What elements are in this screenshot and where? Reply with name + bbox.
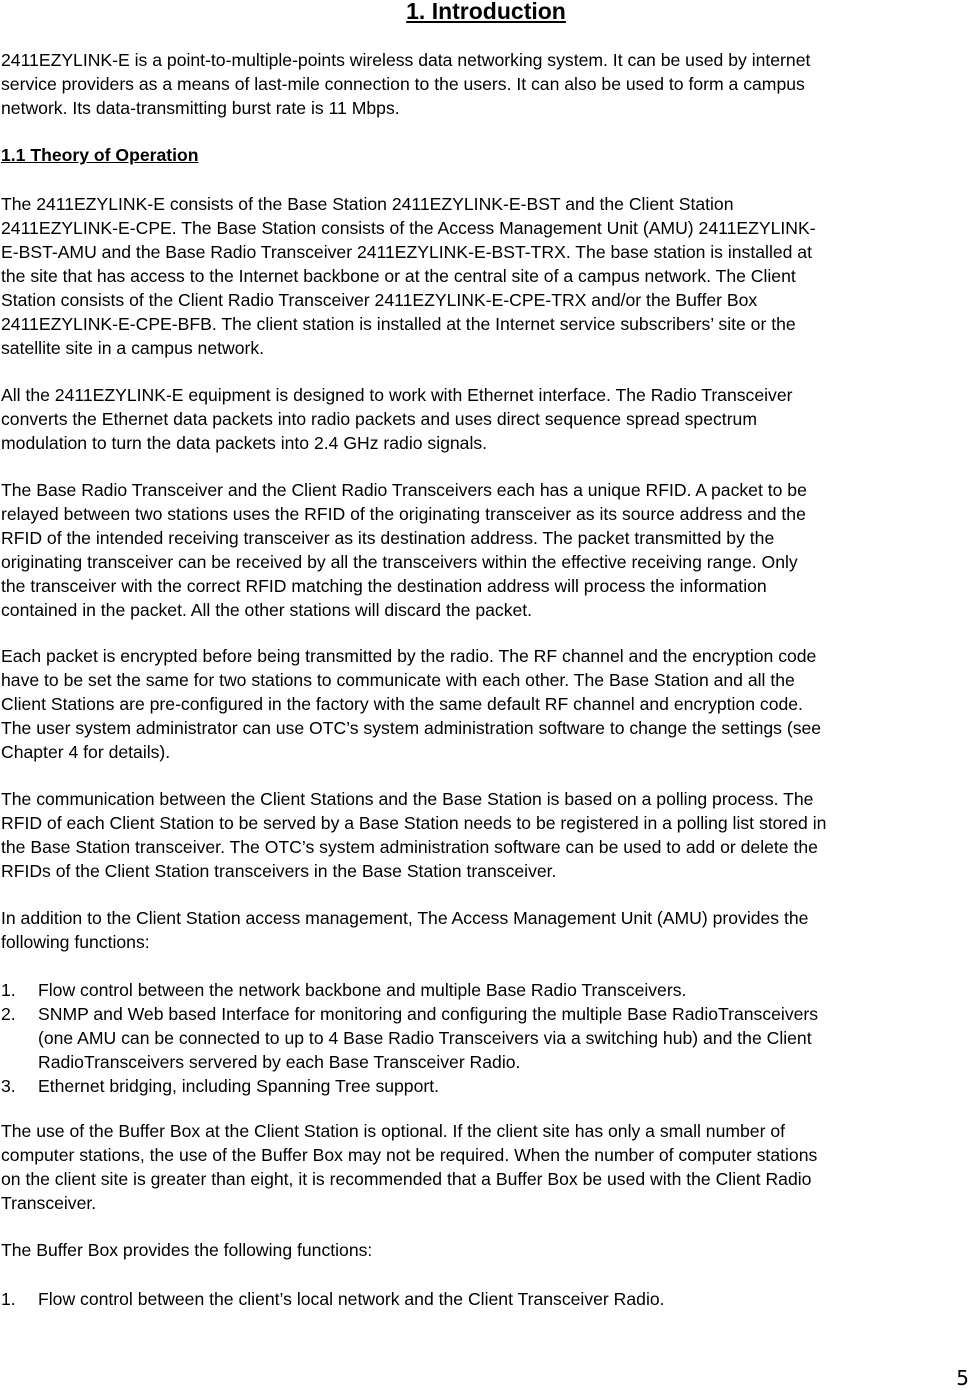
text-line: Flow control between the network backbone and multiple Base Radio Transceivers. [38,980,687,1000]
text-line: network. Its data-transmitting burst rate is 11 Mbps. [1,98,400,118]
list-item [1,1074,971,1098]
paragraph-buffer-box [1,1119,971,1215]
text-line: (one AMU can be connected to up to 4 Base Radio Transceivers via a switching hub) and the Client [38,1028,812,1048]
list-item [1,1002,971,1074]
text-line: RFID of each Client Station to be served by a Base Station needs to be registered in a polling list stored in [1,813,827,833]
list-number: 1. [1,1289,16,1309]
text-line: In addition to the Client Station access management, The Access Management Unit (AMU) provides the [1,908,809,928]
text-line: RadioTransceivers servered by each Base Transceiver Radio. [38,1052,521,1072]
paragraph-amu [1,906,971,954]
text-line: converts the Ethernet data packets into radio packets and uses direct sequence spread spectrum [1,409,757,429]
paragraph-polling [1,787,971,883]
text-line: The 2411EZYLINK-E consists of the Base Station 2411EZYLINK-E-BST and the Client Station [1,194,734,214]
page-title: 1. Introduction [406,0,566,24]
page-number: 5 [956,1366,969,1390]
text-line: The Buffer Box provides the following functions: [1,1240,373,1260]
paragraph-rfid [1,478,971,622]
text-line: The user system administrator can use OTC’s system administration software to change the settings (see [1,718,822,738]
paragraph-encryption [1,644,971,764]
text-line: RFID of the intended receiving transceiver as its destination address. The packet transmitted by the [1,528,775,548]
text-line: have to be set the same for two stations to communicate with each other. The Base Station and all the [1,670,795,690]
text-line: 2411EZYLINK-E is a point-to-multiple-points wireless data networking system. It can be used by internet [1,50,811,70]
text-line: following functions: [1,932,150,952]
text-line: the transceiver with the correct RFID matching the destination address will process the information [1,576,767,596]
text-line: satellite site in a campus network. [1,338,265,358]
text-line: The communication between the Client Stations and the Base Station is based on a polling process. The [1,789,814,809]
text-line: SNMP and Web based Interface for monitoring and configuring the multiple Base RadioTransceivers [38,1004,819,1024]
text-line: originating transceiver can be received by all the transceivers within the effective receiving range. Only [1,552,798,572]
text-line: modulation to turn the data packets into 2.4 GHz radio signals. [1,433,488,453]
text-line: Flow control between the client’s local network and the Client Transceiver Radio. [38,1289,665,1309]
text-line: Station consists of the Client Radio Transceiver 2411EZYLINK-E-CPE-TRX and/or the Buffer Box [1,290,758,310]
text-line: Transceiver. [1,1193,97,1213]
text-line: 2411EZYLINK-E-CPE. The Base Station consists of the Access Management Unit (AMU) 2411EZYLINK- [1,218,816,238]
buffer-function-list [1,1287,971,1311]
list-item [1,978,971,1002]
list-number: 3. [1,1076,16,1096]
text-line: service providers as a means of last-mile connection to the users. It can also be used to form a campus [1,74,805,94]
amu-function-list [1,978,971,1098]
text-line: contained in the packet. All the other stations will discard the packet. [1,600,533,620]
text-line: All the 2411EZYLINK-E equipment is designed to work with Ethernet interface. The Radio Transceiver [1,385,793,405]
intro-paragraph [1,48,971,120]
text-line: 2411EZYLINK-E-CPE-BFB. The client station is installed at the Internet service subscribers’ site or the [1,314,796,334]
list-number: 1. [1,980,16,1000]
text-line: The Base Radio Transceiver and the Client Radio Transceivers each has a unique RFID. A packet to be [1,480,807,500]
text-line: Client Stations are pre-configured in the factory with the same default RF channel and encryption code. [1,694,803,714]
text-line: Chapter 4 for details). [1,742,171,762]
text-line: computer stations, the use of the Buffer Box may not be required. When the number of computer stations [1,1145,818,1165]
section-heading: 1.1 Theory of Operation [1,145,199,165]
list-number: 2. [1,1004,16,1024]
text-line: Each packet is encrypted before being transmitted by the radio. The RF channel and the encryption code [1,646,817,666]
text-line: RFIDs of the Client Station transceivers in the Base Station transceiver. [1,861,557,881]
paragraph-buffer-functions [1,1238,971,1262]
text-line: Ethernet bridging, including Spanning Tree support. [38,1076,440,1096]
text-line: the site that has access to the Internet backbone or at the central site of a campus network. The Client [1,266,796,286]
text-line: E-BST-AMU and the Base Radio Transceiver 2411EZYLINK-E-BST-TRX. The base station is installed at [1,242,812,262]
text-line: The use of the Buffer Box at the Client Station is optional. If the client site has only a small number of [1,1121,786,1141]
text-line: relayed between two stations uses the RFID of the originating transceiver as its source address and the [1,504,806,524]
paragraph-ethernet [1,383,971,455]
paragraph-overview [1,192,971,360]
list-item [1,1287,971,1311]
text-line: the Base Station transceiver. The OTC’s system administration software can be used to add or delete the [1,837,818,857]
text-line: on the client site is greater than eight, it is recommended that a Buffer Box be used with the Client Radio [1,1169,812,1189]
